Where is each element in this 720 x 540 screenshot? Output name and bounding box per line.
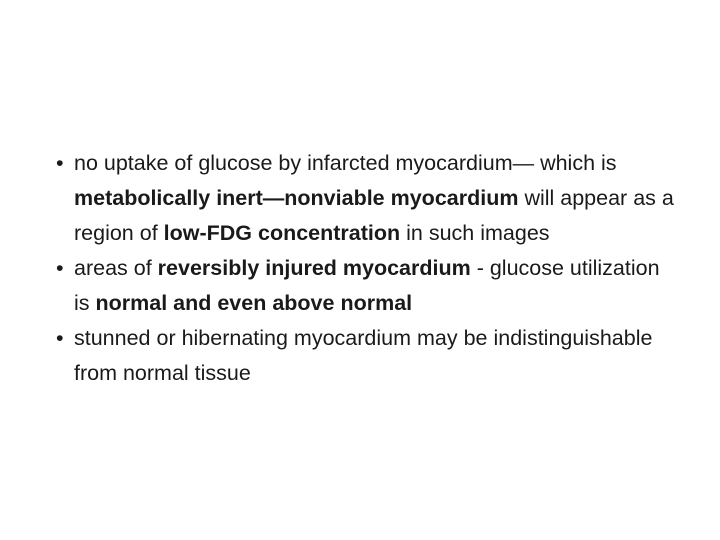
bullet-text-segment-bold: low-FDG concentration [163,221,401,245]
bullet-text-segment: no uptake of glucose by infarcted myocardium— which is [74,151,617,175]
bullet-text-segment: areas of [74,256,158,280]
bullet-text-segment: stunned or hibernating myocardium may be indistinguishable from normal tissue [74,326,653,385]
bullet-item-stunned-hibernating [56,321,676,391]
bullet-text-segment-bold: normal and even above normal [95,291,413,315]
bullet-dot: • [56,256,64,280]
bullet-text-segment: in such images [400,221,550,245]
bullet-text-segment-bold: metabolically inert—nonviable myocardium [74,186,519,210]
bullet-item-reversibly-injured [56,251,676,321]
bullet-list [56,146,676,391]
bullet-item-fdg-uptake [56,146,676,251]
bullet-text-segment: - glucose utilization is [74,256,660,315]
bullet-dot: • [56,151,64,175]
bullet-text-segment: will appear as a region of [74,186,674,245]
bullet-text-segment-bold: reversibly injured myocardium [157,256,471,280]
bullet-dot: • [56,326,64,350]
